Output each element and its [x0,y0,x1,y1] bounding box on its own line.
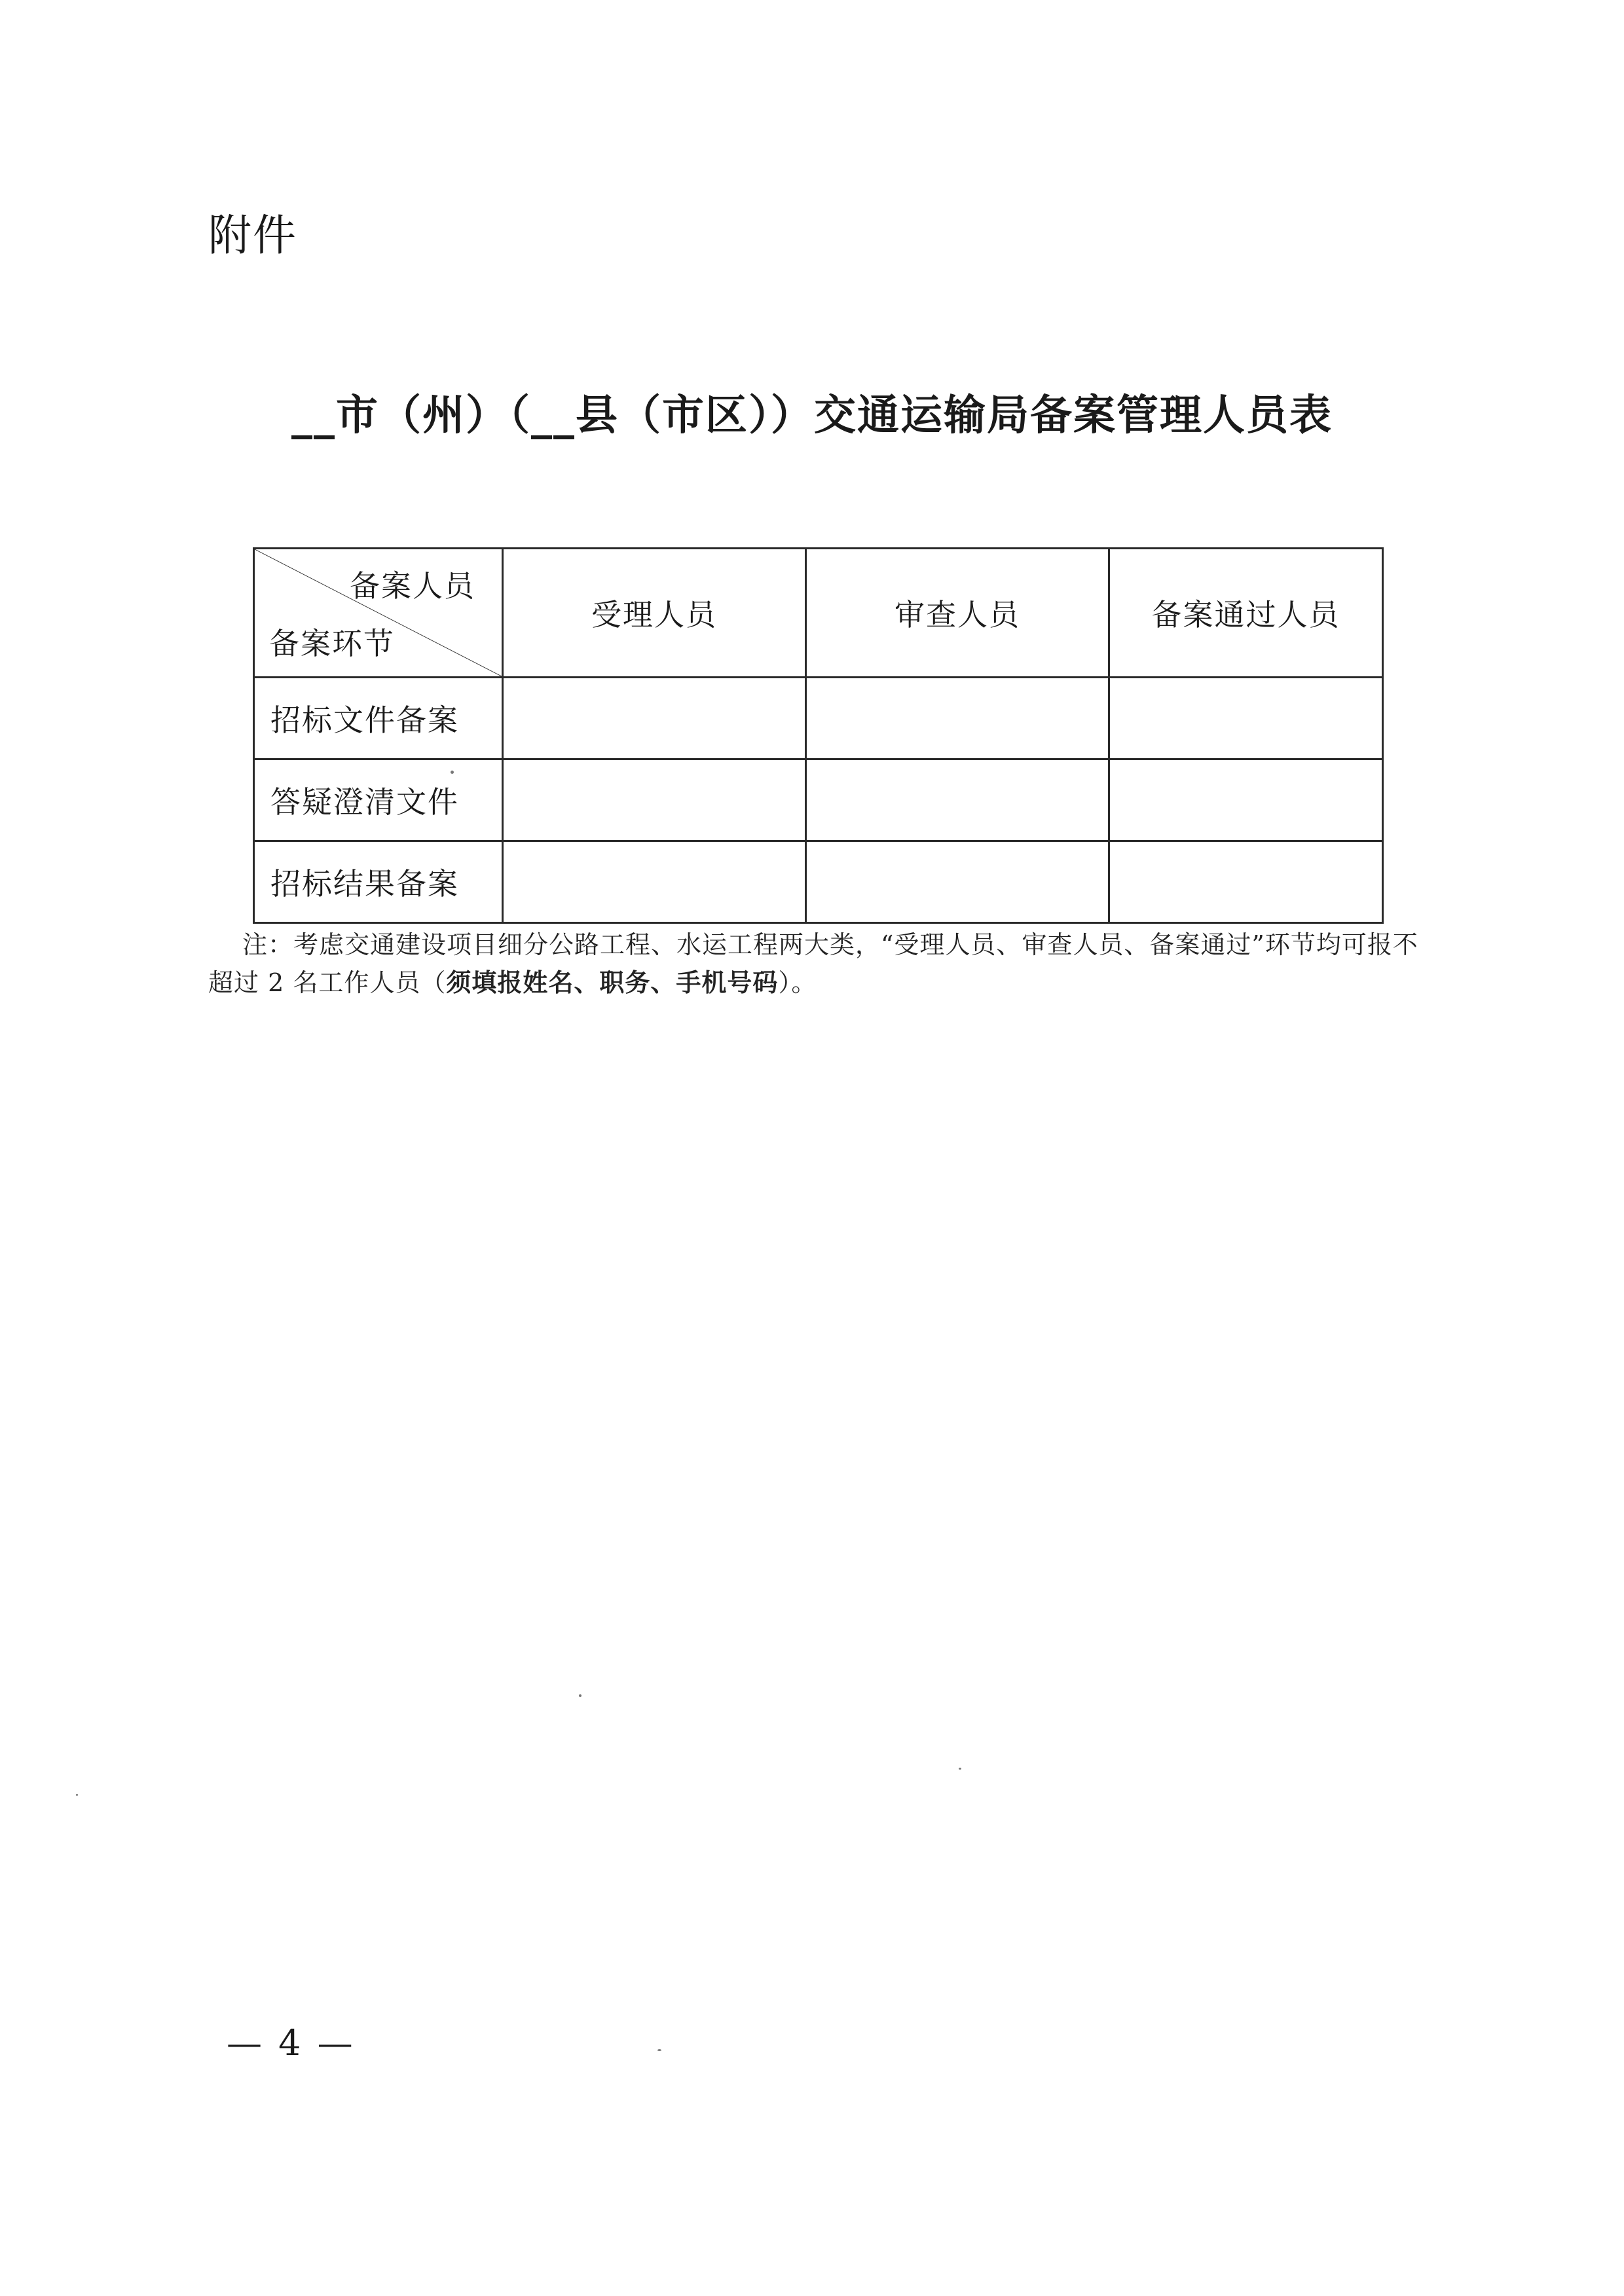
row-stage-label: 答疑澄清文件 [254,759,503,841]
scan-speck [451,771,454,774]
corner-label-personnel: 备案人员 [350,568,475,604]
footnote-text: 注：考虑交通建设项目细分公路工程、水运工程两大类，“受理人员、审查人员、备案通过”环节均可报不超过 2 名工作人员（ [208,930,1418,997]
table-cell-input[interactable] [503,759,806,841]
column-header-reviewer: 审查人员 [806,549,1109,678]
corner-label-stage: 备案环节 [269,626,395,661]
table-cell-input[interactable] [806,841,1109,923]
column-header-receiver: 受理人员 [503,549,806,678]
table-row [254,759,1383,841]
scan-speck [579,1694,581,1697]
column-header-approver: 备案通过人员 [1109,549,1383,678]
table-footnote [208,926,1426,1002]
table-cell-input[interactable] [503,841,806,923]
page-number: — 4 — [227,2022,356,2064]
table-row [254,678,1383,759]
row-stage-label: 招标文件备案 [254,678,503,759]
table-cell-input[interactable] [503,678,806,759]
scan-speck [959,1768,961,1770]
scan-speck [76,1794,78,1796]
scan-speck [657,2049,661,2051]
table-cell-input[interactable] [806,759,1109,841]
footnote-end: ）。 [778,968,817,997]
table-header-row [254,549,1383,678]
attachment-label: 附件 [208,210,297,261]
table-cell-input[interactable] [1109,678,1383,759]
row-stage-label: 招标结果备案 [254,841,503,923]
table-cell-input[interactable] [806,678,1109,759]
registration-personnel-table [253,547,1384,924]
table-cell-input[interactable] [1109,759,1383,841]
footnote-bold-text: 须填报姓名、职务、手机号码 [446,968,779,997]
document-title: __市（州）（__县（市区））交通运输局备案管理人员表 [291,392,1333,440]
table-row [254,841,1383,923]
table-corner-cell [254,549,503,678]
table-cell-input[interactable] [1109,841,1383,923]
